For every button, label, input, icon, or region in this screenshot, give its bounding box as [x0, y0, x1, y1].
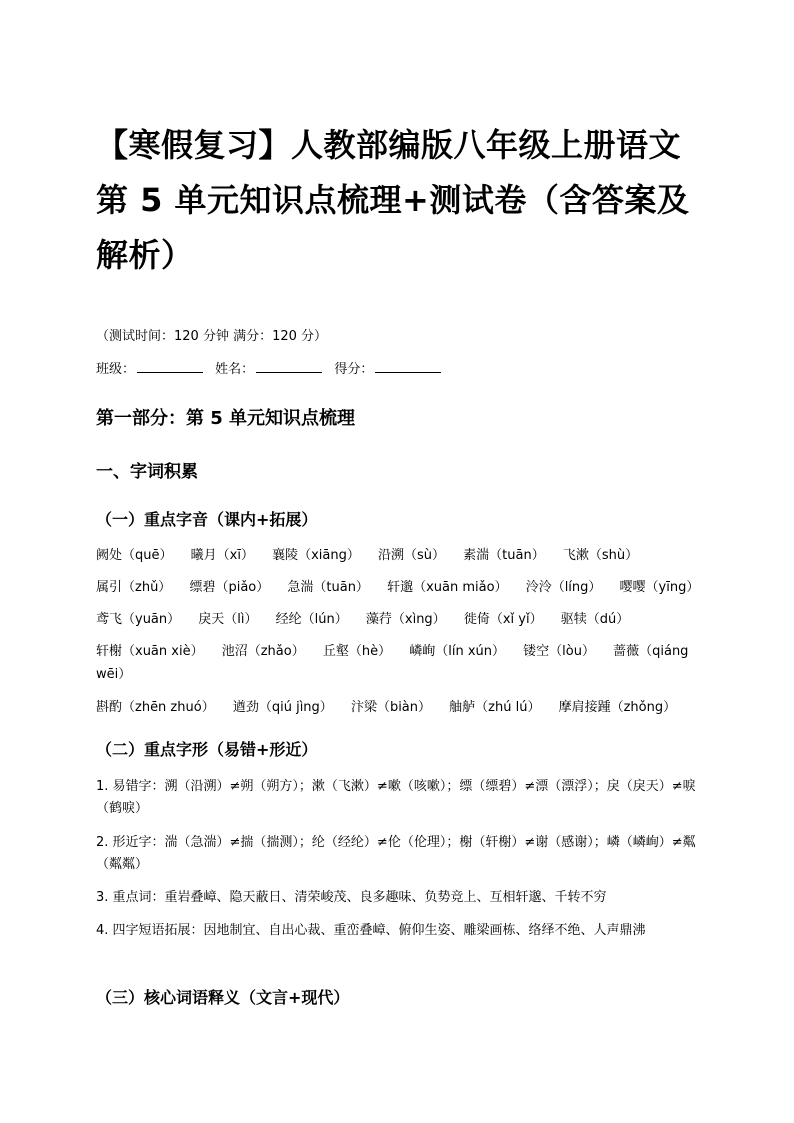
pron-item: 汴梁（biàn）: [350, 700, 432, 715]
pron-item: 阙处（quē）: [96, 548, 173, 563]
pron-line-5: [96, 697, 698, 719]
part1-heading: 第一部分：第 5 单元知识点梳理: [96, 408, 356, 429]
pron-line-3: [96, 609, 698, 631]
pron-item: 飞漱（shù）: [562, 548, 639, 563]
pron-item: 蔷薇（qiáng: [613, 644, 689, 659]
pron-item: 襄陵（xiāng）: [272, 548, 360, 563]
pron-item: 戾天（lì）: [198, 612, 258, 627]
class-blank[interactable]: [137, 360, 203, 373]
score-label: 得分：: [334, 362, 374, 377]
pron-item: 经纶（lún）: [275, 612, 348, 627]
pron-item: 泠泠（líng）: [525, 580, 602, 595]
subsection2-heading: （二）重点字形（易错+形近）: [96, 740, 318, 759]
pron-item: 徙倚（xǐ yǐ）: [463, 612, 543, 627]
pron-line-2: [96, 577, 698, 599]
pron-item: 嶙峋（lín xún）: [409, 644, 506, 659]
class-label: 班级：: [96, 362, 136, 377]
pron-item: 属引（zhǔ）: [96, 580, 172, 595]
paragraph-key-words: 3. 重点词：重岩叠嶂、隐天蔽日、清荣峻茂、良多趣味、负势竞上、互相轩邈、千转不穷: [96, 890, 607, 905]
test-info: （测试时间：120 分钟 满分：120 分）: [96, 329, 328, 344]
pron-item: 舳舻（zhú lú）: [449, 700, 541, 715]
pron-line-1: [96, 545, 698, 567]
pron-item: 丘壑（hè）: [322, 644, 392, 659]
pron-item: 藻荇（xìng）: [365, 612, 446, 627]
pron-item: 曦月（xī）: [190, 548, 254, 563]
pron-item: 摩肩接踵（zhǒng）: [558, 700, 677, 715]
pron-item: 轩榭（xuān xiè）: [96, 644, 204, 659]
pron-item: 轩邈（xuān miǎo）: [387, 580, 508, 595]
student-info-form: [96, 360, 449, 379]
pron-item: 急湍（tuān）: [287, 580, 369, 595]
pron-line-4-wrap: wēi）: [96, 667, 132, 682]
pron-item: 镂空（lòu）: [523, 644, 595, 659]
pron-item: 沿溯（sù）: [378, 548, 446, 563]
paragraph-similar-chars: 2. 形近字：湍（急湍）≠揣（揣测）；纶（经纶）≠伦（伦理）；榭（轩榭）≠谢（感谢）；嶙（嶙峋）≠粼（粼粼）: [96, 835, 696, 872]
pron-line-4: [96, 641, 698, 663]
pron-item: 嘤嘤（yīng）: [619, 580, 700, 595]
pron-item: 鸢飞（yuān）: [96, 612, 181, 627]
paragraph-typos: 1. 易错字：溯（沿溯）≠朔（朔方）；漱（飞漱）≠嗽（咳嗽）；缥（缥碧）≠漂（漂浮）；戾（戾天）≠唳（鹤唳）: [96, 779, 696, 816]
section1-heading: 一、字词积累: [96, 462, 198, 482]
pron-item: 遒劲（qiú jìng）: [232, 700, 333, 715]
subsection1-heading: （一）重点字音（课内+拓展）: [96, 510, 318, 529]
score-blank[interactable]: [375, 360, 441, 373]
subsection3-heading: （三）核心词语释义（文言+现代）: [96, 988, 350, 1007]
name-blank[interactable]: [256, 360, 322, 373]
pron-item: 池沼（zhǎo）: [221, 644, 305, 659]
pron-item: 驱犊（dú）: [560, 612, 630, 627]
name-label: 姓名：: [215, 362, 255, 377]
document-title: 【寒假复习】人教部编版八年级上册语文第 5 单元知识点梳理+测试卷（含答案及解析）: [96, 126, 690, 274]
paragraph-idioms: 4. 四字短语拓展：因地制宜、自出心裁、重峦叠嶂、俯仰生姿、雕梁画栋、络绎不绝、人声鼎沸: [96, 923, 646, 938]
pron-item: 缥碧（piǎo）: [189, 580, 270, 595]
pron-item: 素湍（tuān）: [463, 548, 545, 563]
pron-item: 斟酌（zhēn zhuó）: [96, 700, 215, 715]
